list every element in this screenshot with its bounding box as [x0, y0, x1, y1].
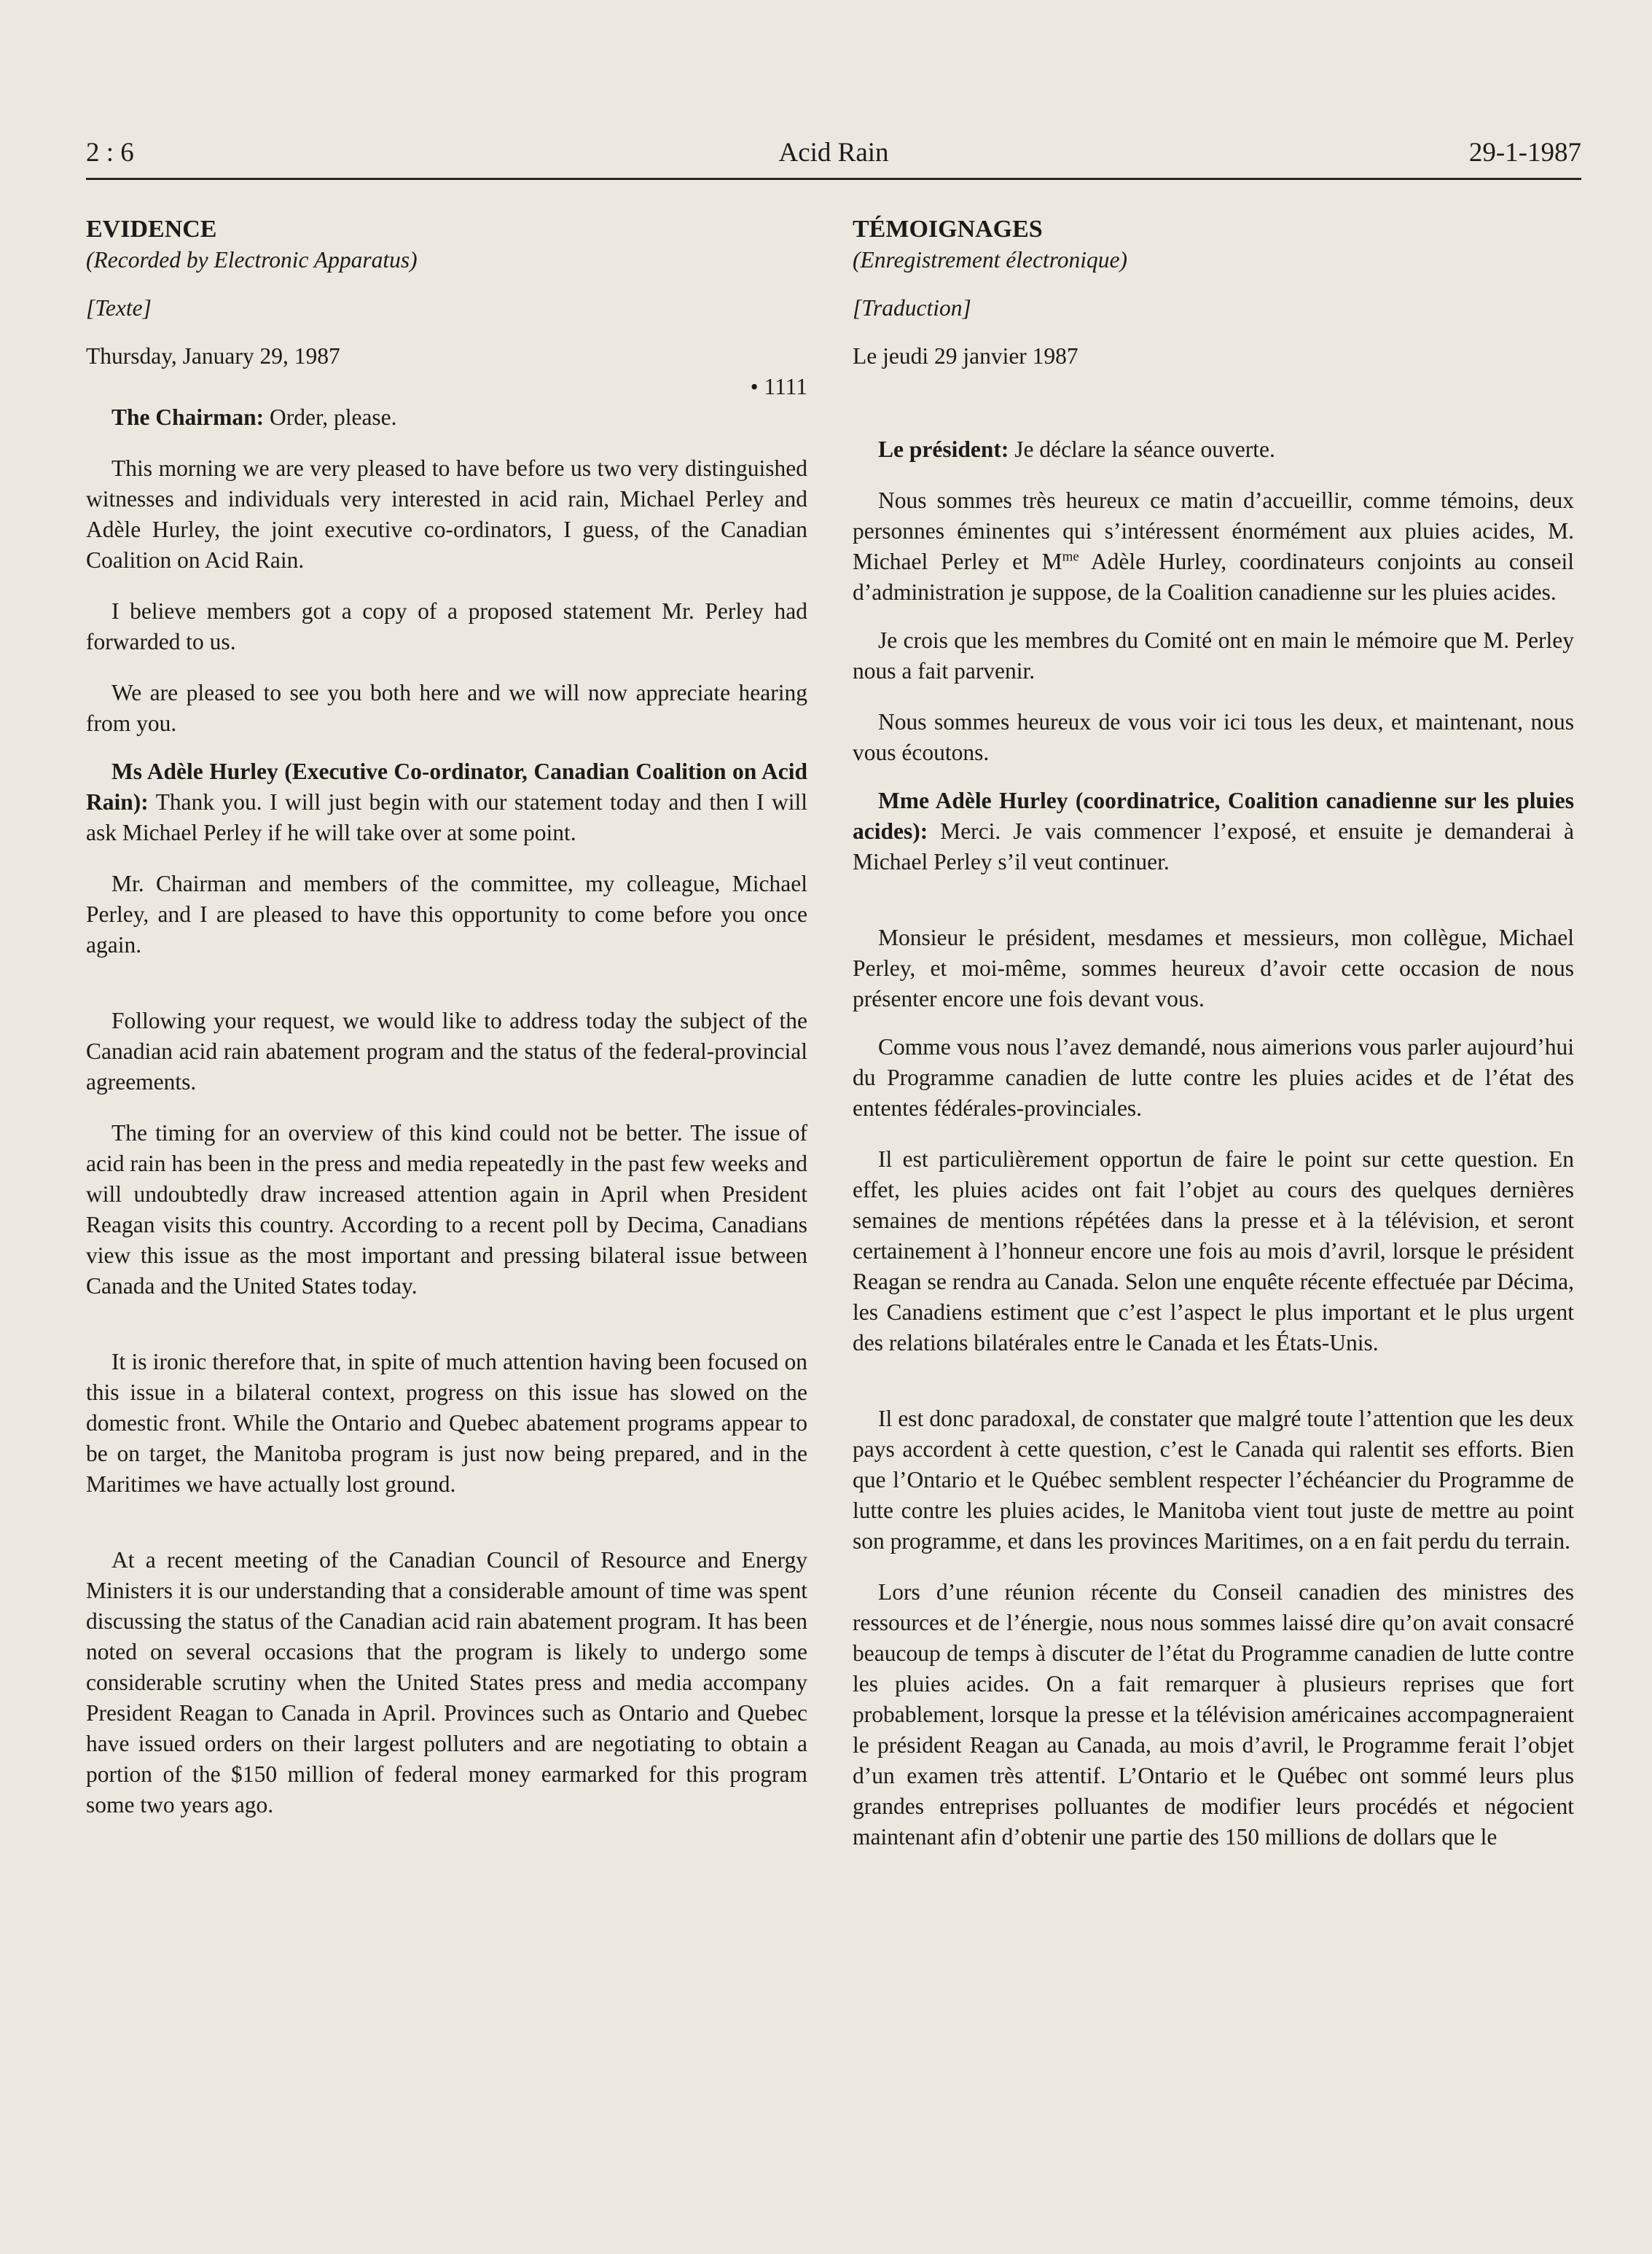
paragraph-8: Il est particulièrement opportun de faire le point sur cette question. En effet, les pluies acides ont fait l’objet au cours des quelques dernières semaines de mentions répétées dans la presse et à la télévision, et seront certainement à l’honneur encore une fois au mois d’avril, lorsque le président Reagan se rendra au Canada. Selon une enquête récente effectuée par Décima, les Canadiens estiment que c’est l’aspect le plus important et le plus urgent des relations bilatérales entre le Canada et les États-Unis. — [853, 1146, 1574, 1355]
paragraph-2: This morning we are very pleased to have before us two very distinguished witnesses and individuals very interested in acid rain, Michael Perley and Adèle Hurley, the joint executive co-ordinators, I guess, of the Canadian Coalition on Acid Rain. — [86, 455, 807, 573]
recorded-note: (Enregistrement électronique) — [853, 247, 1128, 273]
paragraph-3: Je crois que les membres du Comité ont en main le mémoire que M. Perley nous a fait parvenir. — [853, 627, 1574, 684]
paragraph-5 — [853, 786, 1574, 877]
paragraph-2 — [853, 485, 1574, 608]
speaker-chairman: The Chairman: — [111, 404, 265, 430]
paragraph-6: Monsieur le président, mesdames et messieurs, mon collègue, Michael Perley, et moi-même, sommes heureux d’avoir cette occasion de nous présenter encore une fois devant vous. — [853, 925, 1574, 1011]
header-date: 29-1-1987 — [1468, 138, 1581, 168]
paragraph-1 — [853, 434, 1574, 465]
page-number: 2 : 6 — [86, 138, 134, 168]
paragraph-10: At a recent meeting of the Canadian Council of Resource and Energy Ministers it is our understanding that a considerable amount of time was spent discussing the status of the Canadian acid rain abatement program. It has been noted on several occasions that the program is likely to undergo some considerable scrutiny when the United States press and media accompany President Reagan to Canada in April. Provinces such as Ontario and Quebec have issued orders on their largest polluters and are negotiating to obtain a portion of the $150 million of federal money earmarked for this program some two years ago. — [86, 1547, 807, 1817]
superscript: me — [1062, 549, 1079, 565]
speech-text: Order, please. — [264, 404, 397, 430]
time-mark: • 1111 — [750, 374, 807, 399]
page-header — [86, 137, 1581, 180]
session-date: Thursday, January 29, 1987 — [86, 343, 340, 369]
paragraph-9: It is ironic therefore that, in spite of much attention having been focused on this issue in a bilateral context, progress on this issue has slowed on the domestic front. While the Ontario and Quebec abatement programs appear to be on target, the Manitoba program is just now being prepared, and in the Maritimes we have actually lost ground. — [86, 1349, 807, 1497]
paragraph-6: Mr. Chairman and members of the committee, my colleague, Michael Perley, and I are pleased to have this opportunity to come before you once again. — [86, 871, 807, 958]
paragraph-4: We are pleased to see you both here and we will now appreciate hearing from you. — [86, 680, 807, 736]
paragraph-8: The timing for an overview of this kind could not be better. The issue of acid rain has been in the press and media repeatedly in the past few weeks and will undoubtedly draw increased attention again in April when President Reagan visits this country. According to a recent poll by Decima, Canadians view this issue as the most important and pressing bilateral issue between Canada and the United States today. — [86, 1120, 807, 1299]
recorded-note: (Recorded by Electronic Apparatus) — [86, 247, 418, 273]
english-column — [86, 214, 807, 1820]
session-date: Le jeudi 29 janvier 1987 — [853, 343, 1079, 369]
speech-text: Thank you. I will just begin with our statement today and then I will ask Michael Perley if he will take over at some point. — [86, 789, 807, 845]
paragraph-1 — [86, 402, 807, 433]
speaker-president: Le président: — [878, 437, 1009, 462]
speech-text: Nous sommes très heureux ce matin d’accueillir, comme témoins, deux personnes éminentes qui s’intéressent énormément aux pluies acides, M. Michael Perley et M — [853, 488, 1574, 574]
paragraph-9: Il est donc paradoxal, de constater que malgré toute l’attention que les deux pays accordent à cette question, c’est le Canada qui ralentit ses efforts. Bien que l’Ontario et le Québec semblent respecter l’échéancier du Programme de lutte contre les pluies acides, le Manitoba vient tout juste de mettre au point son programme, et dans les provinces Maritimes, on a en fait perdu du terrain. — [853, 1406, 1574, 1554]
temoignages-heading: TÉMOIGNAGES — [853, 216, 1043, 243]
paragraph-4: Nous sommes heureux de vous voir ici tous les deux, et maintenant, nous vous écoutons. — [853, 709, 1574, 765]
paragraph-7: Following your request, we would like to address today the subject of the Canadian acid rain abatement program and the status of the federal-provincial agreements. — [86, 1008, 807, 1095]
paragraph-3: I believe members got a copy of a proposed statement Mr. Perley had forwarded to us. — [86, 598, 807, 654]
speech-text: Adèle Hurley, coordinateurs conjoints au conseil d’administration je suppose, de la Coalition canadienne sur les pluies acides. — [853, 549, 1574, 605]
speaker-hurley: Mme Adèle Hurley (coordinatrice, Coalition canadienne sur les pluies acides): — [853, 788, 1574, 844]
speech-text: Je déclare la séance ouverte. — [1009, 437, 1275, 462]
evidence-heading: EVIDENCE — [86, 216, 217, 243]
french-column — [853, 214, 1574, 1852]
paragraph-5 — [86, 756, 807, 848]
texte-note: [Texte] — [86, 295, 152, 321]
speech-text: Merci. Je vais commencer l’exposé, et ensuite je demanderai à Michael Perley s’il veut continuer. — [853, 818, 1574, 874]
speaker-hurley: Ms Adèle Hurley (Executive Co-ordinator, Canadian Coalition on Acid Rain): — [86, 759, 807, 815]
paragraph-10: Lors d’une réunion récente du Conseil canadien des ministres des ressources et de l’énergie, nous nous sommes laissé dire qu’on avait consacré beaucoup de temps à discuter de l’état du Programme canadien de lutte contre les pluies acides. On a fait remarquer à plusieurs reprises que fort probablement, lorsque la presse et la télévision américaines accompagneraient le président Reagan au Canada, au mois d’avril, le Programme ferait l’objet d’un examen très attentif. L’Ontario et le Québec ont sommé leurs plus grandes entreprises polluantes de modifier leurs procédés et négocient maintenant afin d’obtenir une partie des 150 millions de dollars que le — [853, 1579, 1574, 1850]
paragraph-7: Comme vous nous l’avez demandé, nous aimerions vous parler aujourd’hui du Programme canadien de lutte contre les pluies acides et de l’état des ententes fédérales-provinciales. — [853, 1034, 1574, 1121]
running-title: Acid Rain — [778, 138, 889, 168]
traduction-note: [Traduction] — [853, 295, 971, 321]
